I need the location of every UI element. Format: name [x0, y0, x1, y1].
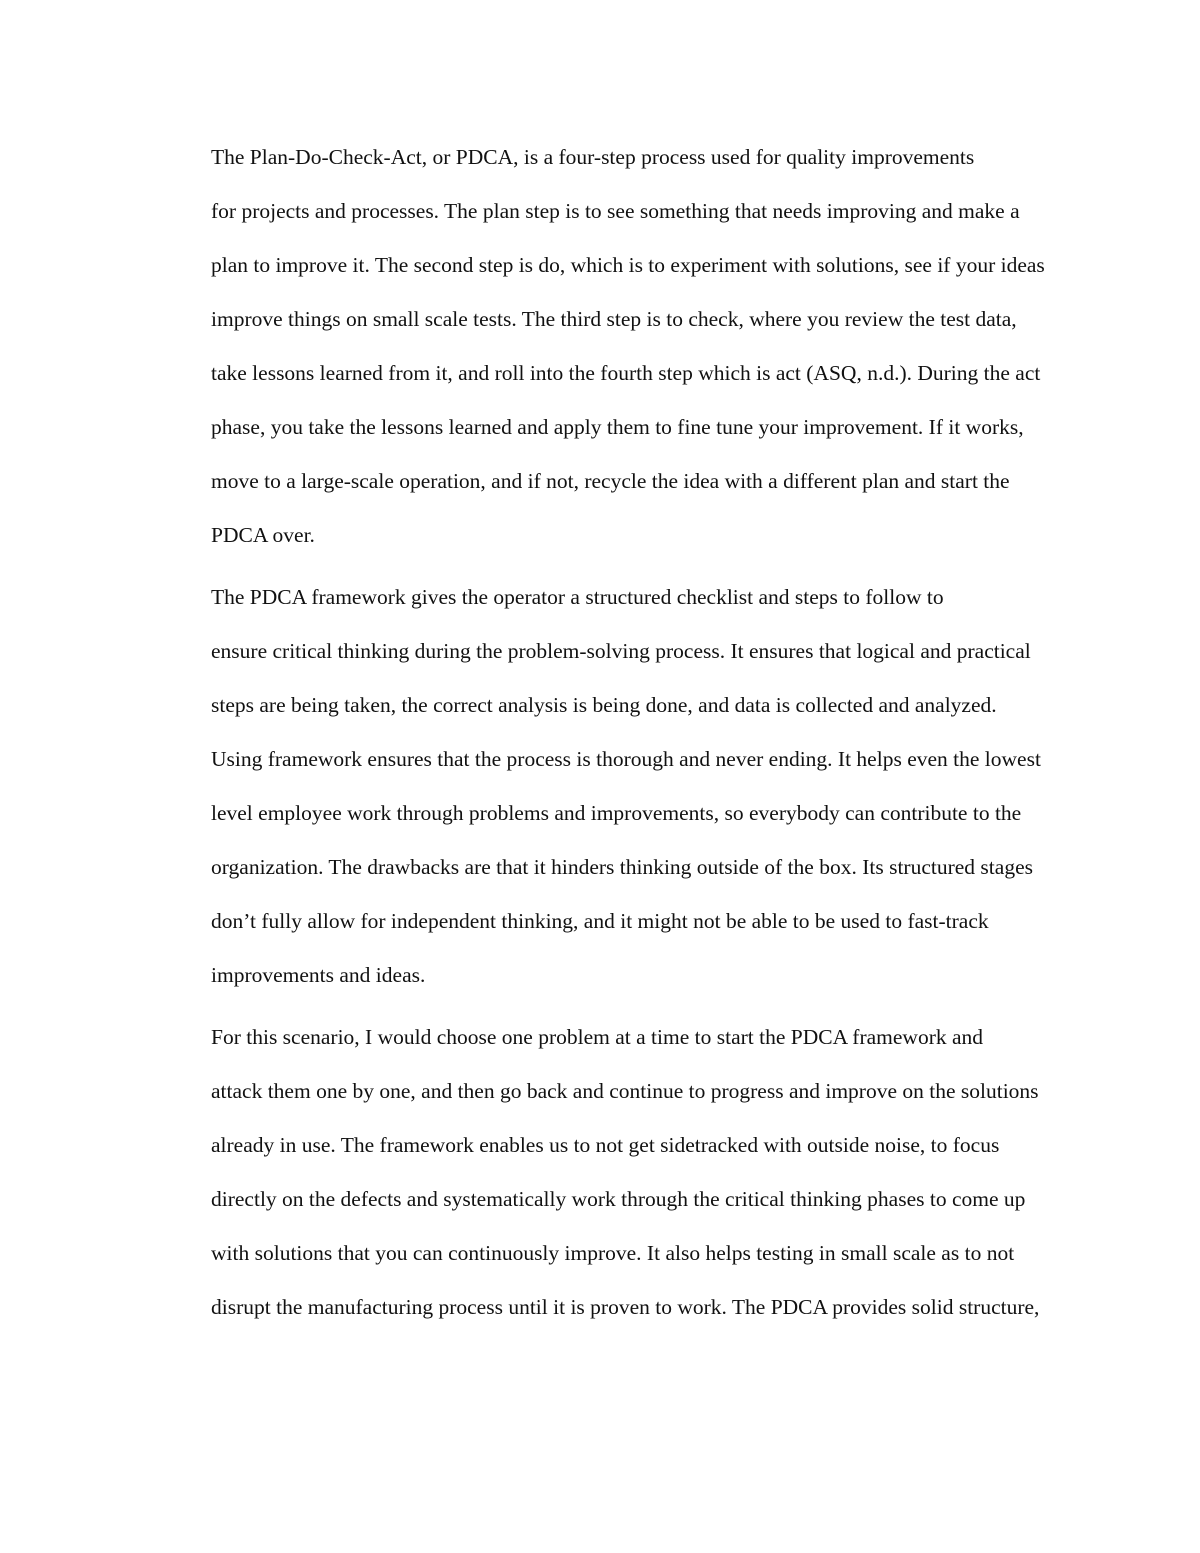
text-line: directly on the defects and systematically work through the critical thinking phases to come up	[211, 1187, 1026, 1211]
text-line: attack them one by one, and then go back and continue to progress and improve on the solutions	[211, 1079, 1039, 1103]
text-line: organization. The drawbacks are that it hinders thinking outside of the box. Its structured stages	[211, 855, 1033, 879]
text-line: PDCA over.	[211, 523, 315, 547]
paragraph-scenario	[142, 1010, 1072, 1334]
text-line: don’t fully allow for independent thinking, and it might not be able to be used to fast-track	[211, 909, 989, 933]
text-line: For this scenario, I would choose one problem at a time to start the PDCA framework and	[211, 1025, 984, 1049]
text-line: plan to improve it. The second step is do, which is to experiment with solutions, see if your ideas	[211, 253, 1045, 277]
text-line: for projects and processes. The plan step is to see something that needs improving and make a	[211, 199, 1020, 223]
text-line: move to a large-scale operation, and if not, recycle the idea with a different plan and start the	[211, 469, 1010, 493]
text-line: take lessons learned from it, and roll into the fourth step which is act (ASQ, n.d.). During the act	[211, 361, 1041, 385]
text-line: The PDCA framework gives the operator a structured checklist and steps to follow to	[211, 585, 944, 609]
text-line: phase, you take the lessons learned and apply them to fine tune your improvement. If it works,	[211, 415, 1024, 439]
text-line: improvements and ideas.	[211, 963, 426, 987]
text-line: The Plan-Do-Check-Act, or PDCA, is a four-step process used for quality improvements	[211, 145, 975, 169]
text-line: ensure critical thinking during the problem-solving process. It ensures that logical and practical	[211, 639, 1031, 663]
text-line: disrupt the manufacturing process until it is proven to work. The PDCA provides solid structure,	[211, 1295, 1040, 1319]
text-line: improve things on small scale tests. The third step is to check, where you review the test data,	[211, 307, 1017, 331]
text-line: Using framework ensures that the process is thorough and never ending. It helps even the lowest	[211, 747, 1041, 771]
text-line: level employee work through problems and improvements, so everybody can contribute to the	[211, 801, 1022, 825]
text-line: with solutions that you can continuously improve. It also helps testing in small scale as to not	[211, 1241, 1015, 1265]
text-line: already in use. The framework enables us to not get sidetracked with outside noise, to focus	[211, 1133, 1000, 1157]
paragraph-pdca-definition	[142, 130, 1072, 562]
text-line: steps are being taken, the correct analysis is being done, and data is collected and analyzed.	[211, 693, 997, 717]
paragraph-pdca-framework	[142, 570, 1072, 1002]
document-body	[142, 130, 1072, 1342]
